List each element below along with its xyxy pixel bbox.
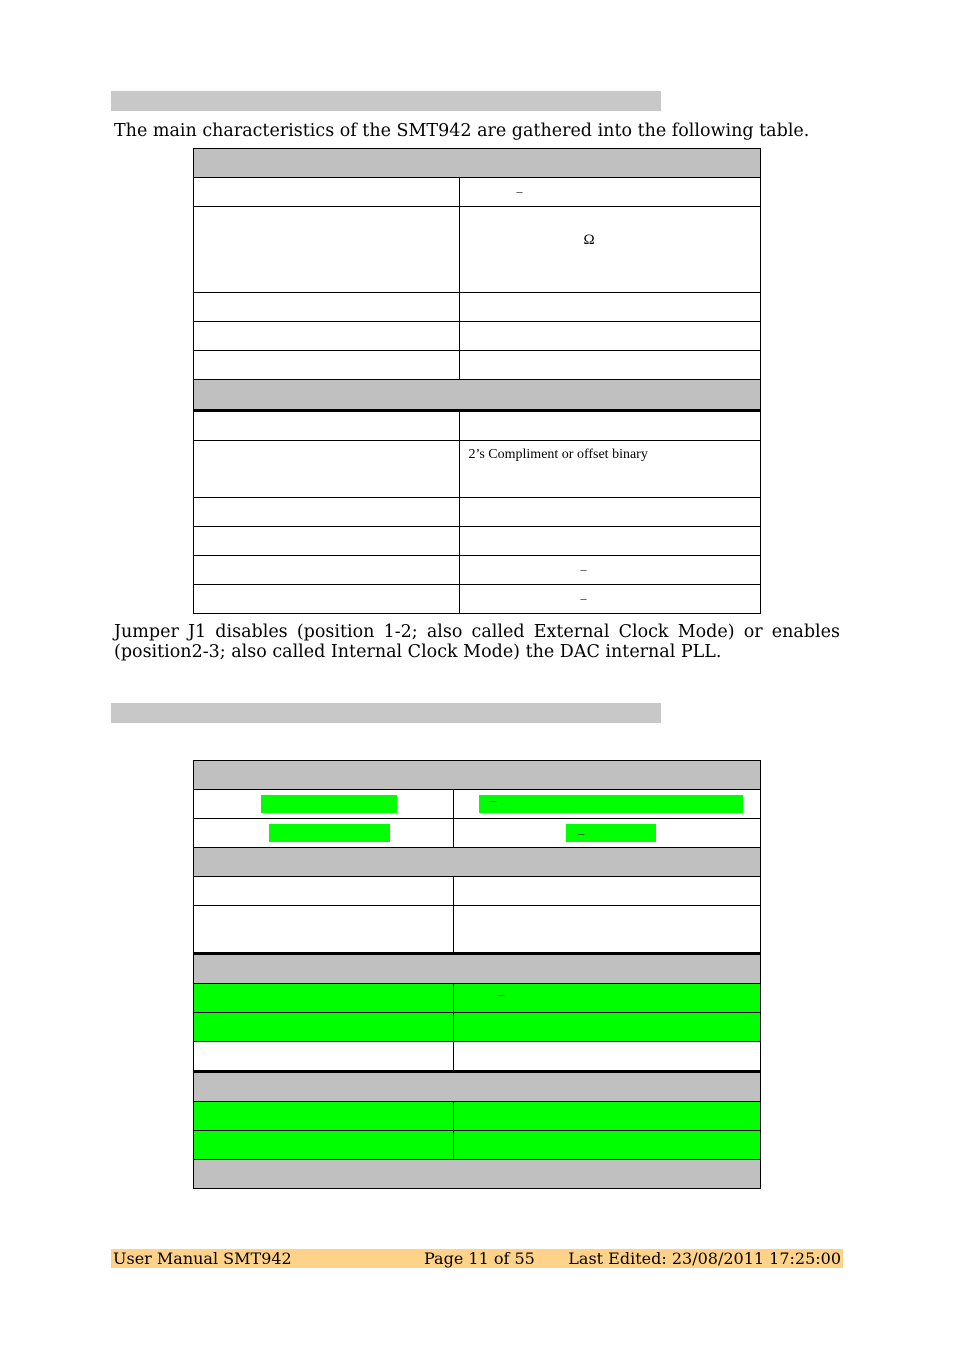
table-row [194, 351, 761, 380]
table-row [194, 877, 761, 906]
table-row [194, 1131, 761, 1160]
table-row [194, 819, 761, 848]
table-row [194, 848, 761, 877]
table-row [194, 149, 761, 178]
table-subheader [194, 1072, 761, 1102]
dash-mark: – [580, 562, 587, 576]
highlight-block [479, 795, 743, 813]
table-subheader [194, 380, 761, 411]
dash-mark: – [490, 793, 497, 807]
table-row [194, 1072, 761, 1102]
table-header [194, 761, 761, 790]
format-value: 2’s Compliment or offset binary [468, 447, 648, 462]
highlight-block [269, 824, 390, 842]
table-row [194, 178, 761, 207]
table-row [194, 380, 761, 411]
dash-mark: – [498, 987, 505, 1001]
table-row [194, 498, 761, 527]
table-header [194, 149, 761, 178]
table-row [194, 527, 761, 556]
table-row [194, 293, 761, 322]
table-row [194, 984, 761, 1013]
intro-paragraph: The main characteristics of the SMT942 are gathered into the following table. [114, 121, 810, 141]
table-footer-row [194, 1160, 761, 1189]
dash-mark: – [516, 184, 523, 198]
table-row [194, 1160, 761, 1189]
table-row [194, 906, 761, 954]
table-subheader [194, 848, 761, 877]
table-subheader [194, 954, 761, 984]
jumper-paragraph: Jumper J1 disables (position 1-2; also called External Clock Mode) or enables (position2-3; also called Internal Clock Mode) the DAC internal PLL. [114, 622, 840, 662]
dash-mark: – [578, 826, 585, 840]
table-row [194, 761, 761, 790]
table-row [194, 556, 761, 585]
ohm-symbol: Ω [583, 232, 595, 248]
characteristics-table [193, 148, 761, 614]
highlight-block [566, 824, 656, 842]
section-heading-bar-1 [111, 91, 661, 111]
dash-mark: – [580, 591, 587, 605]
table-row [194, 1013, 761, 1042]
footer-last-edited: Last Edited: 23/08/2011 17:25:00 [568, 1249, 841, 1268]
table-row [194, 207, 761, 293]
table-row [194, 411, 761, 441]
table-row [194, 322, 761, 351]
footer-document-title: User Manual SMT942 [113, 1249, 292, 1268]
footer-page-number: Page 11 of 55 [424, 1249, 535, 1268]
second-table [193, 760, 761, 1189]
table-row [194, 790, 761, 819]
table-row [194, 585, 761, 614]
page-footer [111, 1249, 843, 1268]
table-row [194, 1042, 761, 1072]
highlight-block [261, 795, 397, 813]
table-row [194, 1102, 761, 1131]
table-row [194, 954, 761, 984]
table-row [194, 441, 761, 498]
section-heading-bar-2 [111, 703, 661, 723]
